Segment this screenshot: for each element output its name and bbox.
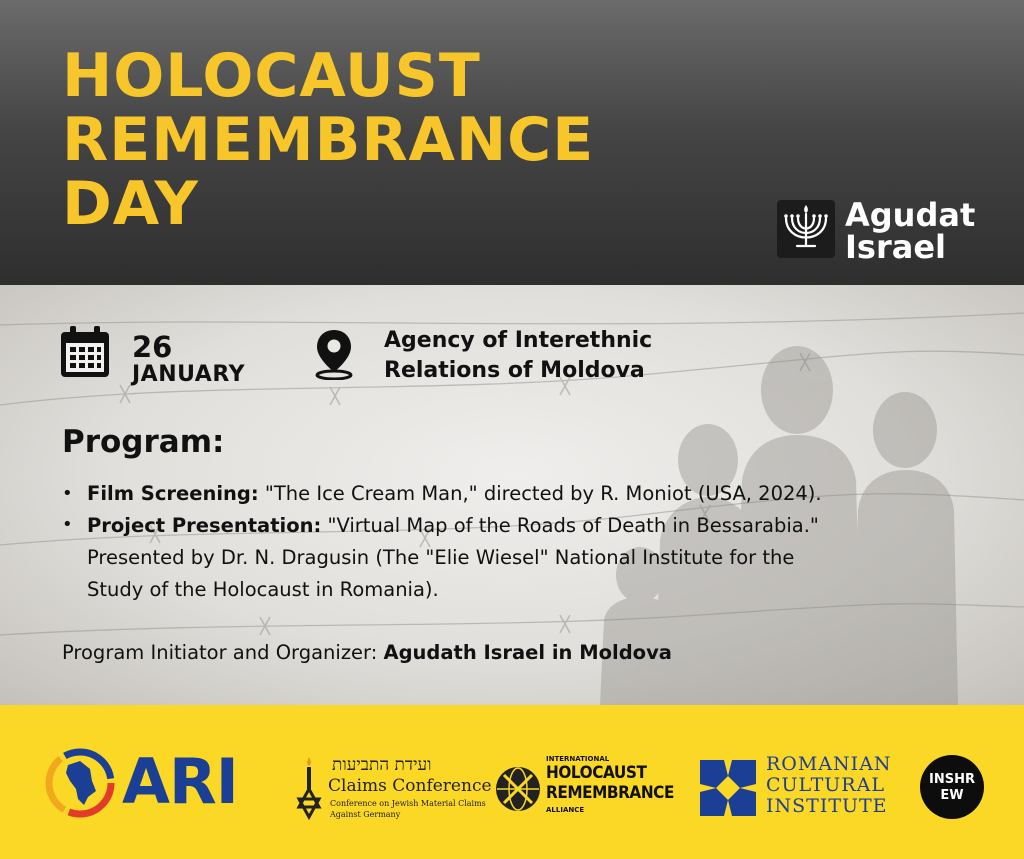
inshr-ew-logo [920,755,984,819]
program-item-film-label: Film Screening: [87,482,259,505]
organizer-line [62,638,672,668]
bullet-1: • [62,483,73,504]
claims-hebrew-text: ועידת התביעות [332,755,432,775]
candle-star-icon [294,755,324,825]
claims-subtitle-1: Conference on Jewish Material Claims [330,799,486,808]
ihra-logo [494,751,674,823]
program-item-film [87,478,822,510]
location-pin-icon [314,328,354,380]
title-line-3: DAY [62,169,199,239]
ihra-holocaust: HOLOCAUST [546,763,647,783]
event-date-day: 26 [132,330,173,364]
rci-line-3: INSTITUTE [766,795,888,817]
ihra-alliance: ALLIANCE [546,806,585,814]
partner-logos-footer [0,705,1024,859]
agudat-name-line1: Agudat [845,196,976,234]
program-item-project-continuation-1: Presented by Dr. N. Dragusin (The "Elie Wiesel" National Institute for the [87,546,795,569]
program-item-project-text: "Virtual Map of the Roads of Death in Bessarabia." [321,514,819,537]
ari-logo [44,747,254,819]
moldova-map-icon [44,747,116,819]
rci-line-2: CULTURAL [766,774,885,796]
rci-cross-icon [698,758,758,818]
program-item-film-text: "The Ice Cream Man," directed by R. Moniot (USA, 2024). [258,482,822,505]
claims-subtitle-2: Against Germany [330,810,401,819]
event-date-month: JANUARY [132,362,246,387]
bullet-2: • [62,514,73,535]
program-item-project [87,510,819,542]
ihra-remembrance: REMEMBRANCE [546,783,674,803]
ihra-international: INTERNATIONAL [546,755,610,763]
inshr-line-2: EW [940,788,964,803]
title-line-2: REMEMBRANCE [62,105,595,175]
ari-text: ARI [122,745,238,818]
rci-line-1: ROMANIAN [766,753,892,775]
romanian-cultural-institute-logo [698,753,898,823]
title-line-1: HOLOCAUST [62,41,481,111]
organizer-name: Agudath Israel in Moldova [383,641,672,664]
menorah-icon [777,200,835,258]
organizer-label: Program Initiator and Organizer: [62,641,384,664]
claims-conference-logo [294,755,492,825]
event-venue-line1: Agency of Interethnic [384,328,653,353]
program-item-project-label: Project Presentation: [87,514,322,537]
program-heading: Program: [62,424,225,460]
agudat-name-line2: Israel [845,228,946,266]
calendar-icon [60,326,110,378]
inshr-line-1: INSHR [929,772,975,787]
event-venue-line2: Relations of Moldova [384,358,645,383]
header-banner [0,0,1024,285]
program-item-project-continuation-2: Study of the Holocaust in Romania). [87,578,439,601]
claims-name: Claims Conference [328,776,492,796]
globe-icon [494,765,542,813]
agudat-israel-logo [777,198,1002,264]
